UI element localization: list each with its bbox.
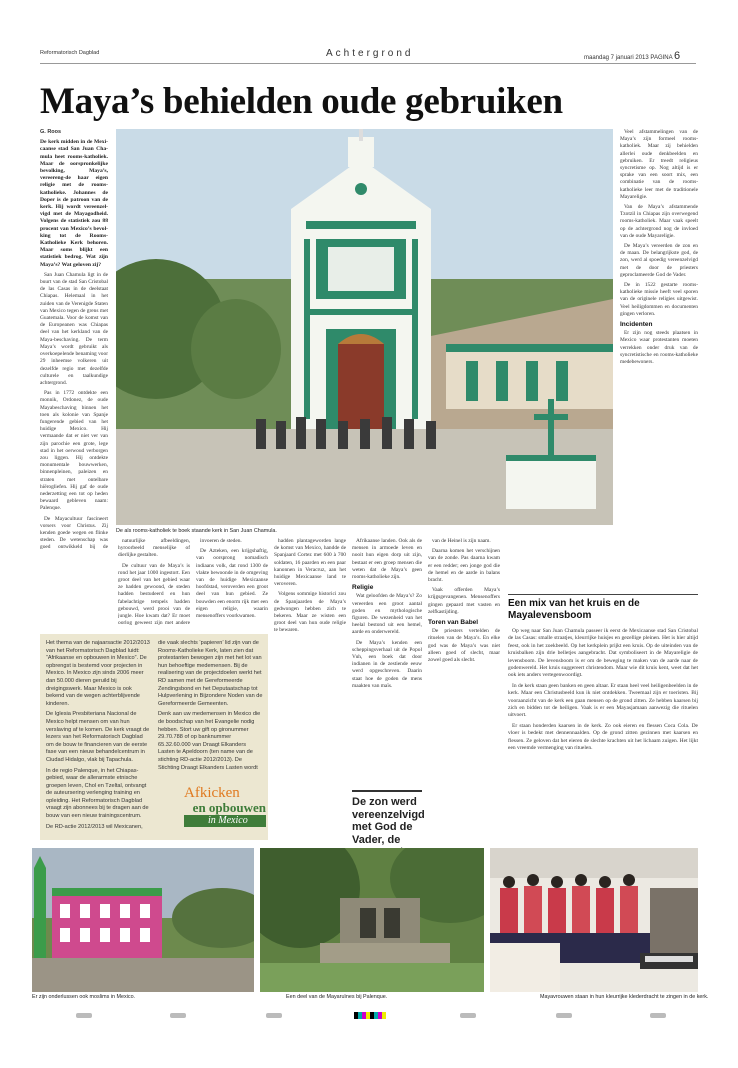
main-photo-caption: De als rooms-katholiek te boek staande kerk in San Juan Chamula. [116,528,277,534]
page-title: Maya’s behielden oude gebruiken [40,81,563,122]
paper-name: Reformatorisch Dagblad [40,50,100,56]
photo-caption-2: Een deel van de Mayaruïnes bij Palenque. [286,994,388,1000]
paragraph: Wat geloofden de Maya’s? Zo vereerden een groot aantal goden en mythologische figuren. De wezenheid van het heelal bestond uit een hemel, aarde en onderwereld. [352,593,422,636]
article-column-3 [196,538,268,626]
infobox-column-2 [158,640,264,770]
infobox-paragraph: Denk aan uw medemensen in Mexico die de boodschap van het Evangelie nodig hebben. Stort uw gift op gironummer 29.70.788 of op banknummer 65.32.60.000 van Draagt Elkanders Lasten te Apeldoorn (ten name van de stichting RD-actie 2012/2013). De Stichting Draagt Elkanders Lasten wordt [158,711,261,770]
paragraph: Pas in 1772 ontdekte een monnik, Ordonez, de oude Mayabeschaving binnen het toen als kolonie van Spanje fungerende gebied van het huidige Mexico. Hij vermaande dat er niet ver van zijn parochie een grote, lege stad in het oerwoud verborgen zou liggen. Hij ontdekte monumentale bouwwerken, binnenpleinen, paleizen en straten met ontelbare hiërogliefen. Hij gaf de oude nederzetting een tot op heden bewaard gebleven naam: Palenque. [40,390,108,512]
ruins-illustration [260,848,484,992]
action-logo [184,786,266,827]
infobox-paragraph: In de regio Palenque, in het Chiapas-gebied, waar de allerarmste etnische groepen leven, Chol en Tzeltal, ontvangt de auteursering verlenging training en opleiding. Het Reformatorisch Dagblad vraagt zijn abonnees bij te dragen aan de bouw van een nieuw trainingscentrum. [46,767,149,820]
page-number: 6 [673,50,681,62]
paragraph: Er staan honderden kaarsen in de kerk. Zo ook eieren en flessen Coca Cola. De vloer is bedekt met dennennaalden. Op de grond zitten gezinnen met kaarsen en flessen. Ze geloven dat het eieren de slechte krachten uit het lichaam zuigen. Het lijkt een vreemde vermenging van rituelen. [508,722,698,752]
logo-line-3: in Mexico [184,815,266,827]
subheading: Toren van Babel [428,619,479,627]
paragraph: De cultuur van de Maya’s is rond het jaar 1000 ingestort. Een groot deel van het gebied waar ze hadden gewoond, de steden hadden bestudeerd en hun fabelachtige tempels hadden gebouwd, werd prooi van de jungle. Hoe kwam dat? Er moet oorlog geweest zijn met andere [118,562,190,626]
date: maandag 7 januari 2013 [584,55,649,61]
photo-palenque [260,848,484,992]
kruis-title: Een mix van het kruis en de Mayalevensboom [508,598,640,621]
intro: De kerk midden in de Mexi-caanse stad San Juan Cha-mula heet rooms-katholiek. Maar de oorspronkelijke bevolking, Maya’s, vereereng-de haar eigen religie met de rooms-katholieke. Johannes de Doper is de patroon van de kerk. Hij wordt vereenzel-vigd met de Mayagodheid. Volgens de statistiek zou 88 procent van Mexico’s bevol-king tot de Rooms-Katholieke Kerk behoren. Maar soms blijkt een statistiek bedrog. Wat zijn Maya’s? Wat geloven zij? [40,139,108,268]
paragraph: De Mayacultuur fascineert vorsers voor Christus. Zij kenden goede wegen en flinke steden. De wetenschap was goed ontwikkeld bij de [40,515,108,549]
footer-mark [170,1013,186,1018]
paragraph: van de Heinel is zijn naam. [432,538,491,544]
infobox-paragraph: De Iglesia Presbiteriana Nacional de Mexico helpt mensen om van hun verslaving af te komen. De kerk vraagt de lezers van het Reformatorisch Dagblad om de bouw te financieren van de eerste fase van een nieuw behandelcentrum in Ciudad Hidalgo, vlak bij Tapachula. [46,711,150,763]
subheading: Incidenten [620,321,653,329]
paragraph: Volgens sommige historici zou de Spanjaarden de Maya’s gedwongen hebben zich te bekeren. Maar ze wisten een groot deel van hun oude religie te bewaren. [274,591,346,634]
article-column-7 [620,129,698,563]
paragraph: De in 1522 gestarte rooms-katholieke missie heeft veel sporen van de originele religies uitgewist. Veel heiligdommen en documenten gingen verloren. [620,282,698,317]
footer-mark [460,1013,476,1018]
logo-line-1: Afkicken [184,785,240,801]
infobox-column-1 [46,640,150,834]
paragraph: Van de Maya’s afstammende Tzotzil in Chiapas zijn overwegend rooms-katholiek. Maar vaak speelt op de achtergrond nog de invloed van de oude Mayareligie. [620,204,698,239]
logo-line-2: en opbouwen [192,800,266,815]
paragraph: De Azteken, een krijgshaftig, van oorsprong nomadisch indiaans volk, dat rond 1300 de vlakte bewoonde in de omgeving van de huidige Mexicaanse hoofdstad, veroverden een groot deel van hun gebied. Ze bouwden een enorm rijk met een eigen religie, waarin mensenoffers voorkwamen. [196,548,268,620]
date-line [584,50,680,62]
pull-quote-text: De zon werd vereenzelvigd met God de Vader, de [352,796,425,846]
article-column-6 [428,538,500,838]
paragraph: De Maya’s vereerden de zon en de maan. De belangrijkste god, de zon, werd al spoedig vereenzelvigd met de door de priesters geproclameerde God de Vader. [620,243,698,278]
photo-mosque [32,848,254,992]
article-column-1 [40,129,108,549]
photo-caption-3: Mayavrouwen staan in hun kleurrijke klederdracht te zingen in de kerk. [540,994,709,1000]
color-bar [354,1012,386,1019]
infobox-paragraph: De RD-actie 2012/2013 wil Mexicanen, [46,823,143,830]
photo-maya-women [490,848,698,992]
paragraph: invoeren de steden. [200,538,242,544]
kruis-text [508,628,698,840]
footer-mark [266,1013,282,1018]
mosque-illustration [32,848,254,992]
author: G. Roos [40,129,62,135]
article-column-2 [118,538,190,626]
paragraph: Afrikaanse landen. Ook als de mensen in armoede leven en nooit hun eigen dorp uit zijn, bestaat er een groep mensen die weten dat de Maya’s geen rooms-katholieke zijn. [352,538,422,581]
kruis-rule [508,594,698,595]
header-rule [40,63,696,64]
footer-mark [76,1013,92,1018]
paragraph: Veel afstammelingen van de Maya’s zijn formeel rooms-katholiek. Maar zij behielden allerlei oude denkbeelden en gebruiken. Er treedt religieus syncretisme op. Nog altijd is er sprake van een soort mix, een combinatie van de rooms-katholieke leer met de traditionele Mayareligie. [620,129,698,200]
infobox-paragraph: Het thema van de najaarsactie 2012/2013 van het Reformatorisch Dagblad luidt: “Afrikaanse en opbouwen in Mexico”. De opbrengst is bestemd voor projecten in Mexico. In Mexico zijn sinds 2006 meer dan 50.000 dieren geruild bij dreigingswerk. Maar Mexico is ook bekend van de wegen achterblijvende kinderen. [46,640,150,707]
section-title: Achtergrond [326,48,414,59]
article-column-4 [274,538,346,838]
paragraph: hadden plantageworden lange de komst van Mexico, handde de Spanjaard Cortez met 600 à 700 soldaten, 16 paarden en een paar kanonnen in Veracruz, aan het huidige Mexicaanse land te veroveren. [274,538,346,588]
paragraph: Vaak offerden Maya’s krijgsgevangenen. Mensenoffers gingen gepaard met vasten en zelfkastijding. [428,587,500,615]
paragraph: Op weg naar San Juan Chamula passeer ik eerst de Mexicaanse stad San Cristobal de las Casas: smalle straatjes, kleurrijke huisjes en gezellige pleinen. Het is hier altijd feest, ook in het zoekbeeld. Op het kerkplein prijkt een kruis. Op de uiteinden van de kruisbalken zijn drie belletjes aangebracht. Dat symboliseert in de Mayareligie de levensboom. De levensboom is er om de beweging te maken van de aarde naar de godenwereld. Het kruis suggereert christendom. Maar wie dit kruis kent, weet dat het ook iets anders vertegenwoordigt. [508,628,698,679]
footer-mark [556,1013,572,1018]
paragraph: De priesters vertelden de rituelen van de Maya’s. En elke god was de Maya’s was niet alleen goed of slecht, maar zowel goed als slecht. [428,628,500,664]
paragraph: Er zijn nog steeds plaatsen in Mexico waar protestanten moeten verrekken onder druk van de syncretistische en rooms-katholieke medebewoners. [620,330,698,366]
paragraph: natuurlijke afbeeldingen, hyroorbeeld menselijke of dierlijke gestalten. [118,538,190,559]
subheading: Religie [352,584,374,592]
footer-mark [650,1013,666,1018]
paragraph: San Juan Chamula ligt in de buurt van de stad San Cristobal de las Casas in de deelstaat Chiapas. Helemaal in het zuiden van de Verenigde Staten van Mexico tegen de grens met Guatemala. Voor de komst van de Europeanen was Chiapas deel van het kerkland van de Maya-beschaving. De term Maya’s wordt gebruikt als overkoepelende benaming voor 29 inheemse volkeren uit dezelfde regio met dezelfde culturele en taalkundige achtergrond. [40,271,108,386]
page-label: PAGINA [650,55,673,61]
singers-illustration [490,848,698,992]
church-illustration [116,129,613,525]
main-photo-church [116,129,613,525]
paragraph: Daarna komen het verschijnen van de zonde. Pas daarna kwam er een redder; een jonge god die de hemel en de aarde in balans bracht. [428,548,500,584]
paragraph: De Maya’s kenden een scheppingsverhaal uit de Popol Vuh, een boek dat door indianen in de zestiende eeuw werd opgeschreven. Daarin staat hoe de goden de mens maakten van maïs. [352,639,422,689]
paragraph: In de kerk staan geen banken en geen altaar. Er staan heel veel heiligenbeelden in de kerk. Maar een Christusbeeld kun ik niet ontdekken. Tweemaal zijn er toeristen. Bij vooraanzicht van de kerk een gaan mensen op de grond zitten. Ze hebben kaarsen bij zich en bidden tot de heiligen. Vaak is er een Mayasjamaan aanwezig die rituelen uitvoert. [508,682,698,719]
infobox-paragraph: die vaak slechts ‘papieren’ lid zijn van de Rooms-Katholieke Kerk, laten zien dat protestanten bewogen zijn met het lot van hun behoeftige medemensen. Bij de realisering van de projectdoelen werkt het RD samen met de Gereformeerde Zendingsbond en het Deputaatschap tot Hulpverlening in Bijzondere Noden van de Gereformeerde Gemeenten. [158,640,263,707]
photo-caption-1: Er zijn onderlussen ook moslims in Mexico. [32,994,136,1000]
